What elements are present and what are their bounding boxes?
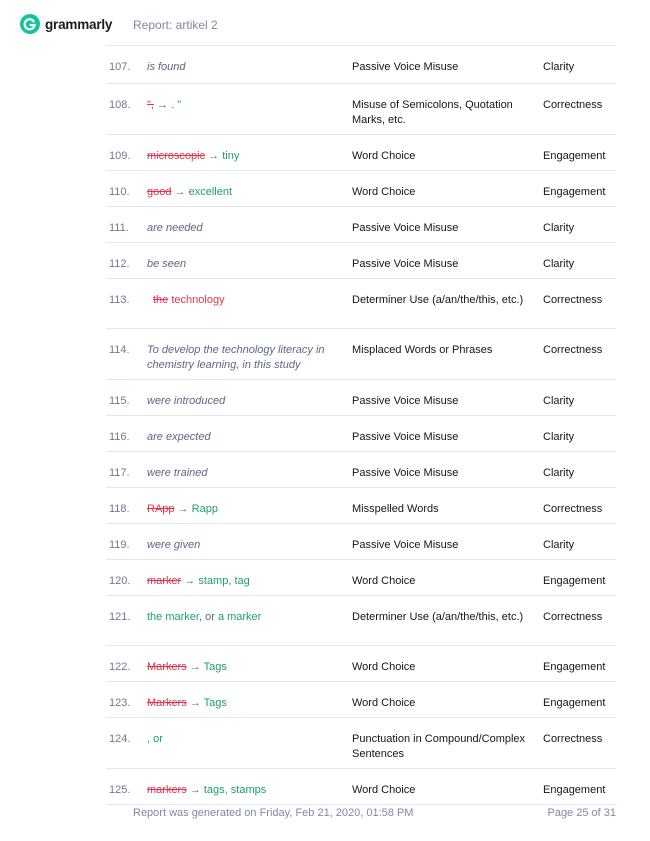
row-number: 111.: [109, 222, 129, 234]
flagged-phrase: [147, 221, 337, 236]
grammarly-logo-icon: [20, 14, 40, 34]
flagged-phrase: [147, 502, 337, 517]
table-row: [106, 682, 616, 718]
issue-type: Word Choice: [352, 186, 416, 198]
inserted-text: Tags: [203, 661, 227, 673]
phrase-text: be seen: [147, 258, 187, 270]
flagged-phrase: [147, 98, 337, 113]
phrase-text: were introduced: [147, 395, 226, 407]
inserted-text: . ": [171, 99, 182, 111]
separator-text: ,: [228, 575, 232, 587]
row-number: 108.: [109, 99, 131, 111]
table-row: [106, 46, 616, 84]
issue-category: Correctness: [543, 294, 603, 306]
issue-type: Determiner Use (a/an/the/this, etc.): [352, 611, 524, 623]
brand-name: grammarly: [45, 16, 113, 32]
generated-timestamp: Report was generated on Friday, Feb 21, 2020, 01:58 PM: [133, 807, 414, 819]
row-number: 107.: [109, 61, 131, 73]
issue-category: Clarity: [543, 61, 575, 73]
table-row: [106, 329, 616, 380]
phrase-text: were trained: [147, 467, 208, 479]
deleted-text: markers: [147, 784, 187, 796]
issue-category: Correctness: [543, 611, 603, 623]
table-row: [106, 135, 616, 171]
issue-category: Clarity: [543, 467, 575, 479]
issue-type: Misplaced Words or Phrases: [352, 344, 493, 356]
issue-category: Correctness: [543, 344, 603, 356]
row-number: 113.: [109, 294, 130, 306]
row-number: 122.: [109, 661, 131, 673]
row-number: 125.: [109, 784, 131, 796]
issue-type: Word Choice: [352, 150, 416, 162]
row-number: 123.: [109, 697, 131, 709]
arrow-icon: →: [177, 503, 189, 515]
flagged-phrase: [147, 574, 337, 589]
flagged-phrase: [147, 149, 337, 164]
flagged-phrase: [147, 394, 337, 409]
issue-category: Engagement: [543, 575, 606, 587]
phrase-text: are needed: [147, 222, 203, 234]
page-number: Page 25 of 31: [547, 807, 616, 819]
table-row: [106, 769, 616, 805]
issue-category: Engagement: [543, 661, 606, 673]
remaining-text: technology: [171, 294, 225, 306]
separator-text: , or: [198, 611, 215, 623]
issue-type: Passive Voice Misuse: [352, 61, 459, 73]
deleted-text: ",: [147, 99, 154, 111]
row-number: 110.: [109, 186, 130, 198]
issue-category: Engagement: [543, 150, 606, 162]
separator-text: ,: [224, 784, 228, 796]
flagged-phrase: [147, 60, 337, 75]
row-number: 112.: [109, 258, 130, 270]
arrow-icon: →: [184, 575, 196, 587]
issue-category: Correctness: [543, 503, 603, 515]
issue-type: Misuse of Semicolons, Quotation Marks, etc.: [352, 99, 513, 126]
flagged-phrase: [147, 430, 337, 445]
issue-type: Word Choice: [352, 661, 416, 673]
phrase-text: is found: [147, 61, 186, 73]
flagged-phrase: [147, 343, 337, 373]
flagged-phrase: [147, 257, 337, 272]
inserted-text: Rapp: [191, 503, 218, 515]
deleted-text: good: [147, 186, 172, 198]
table-row: [106, 243, 616, 279]
inserted-text: , or: [147, 733, 163, 745]
row-number: 114.: [109, 344, 130, 356]
flagged-phrase: [147, 538, 337, 553]
issue-category: Engagement: [543, 186, 606, 198]
issue-category: Clarity: [543, 431, 575, 443]
inserted-text-alt: a marker: [217, 611, 262, 623]
deleted-text: microscopic: [147, 150, 206, 162]
row-number: 117.: [109, 467, 130, 479]
inserted-text: tiny: [222, 150, 240, 162]
row-number: 118.: [109, 503, 130, 515]
table-row: [106, 380, 616, 416]
table-row: [106, 171, 616, 207]
inserted-text: the marker: [147, 611, 199, 623]
issue-category: Engagement: [543, 697, 606, 709]
phrase-text: were given: [147, 539, 201, 551]
issue-category: Engagement: [543, 784, 606, 796]
table-row: [106, 646, 616, 682]
flagged-phrase: [147, 783, 337, 798]
issue-type: Passive Voice Misuse: [352, 467, 459, 479]
phrase-text: To develop the technology literacy in chemistry learning, in this study: [147, 344, 325, 371]
table-row: [106, 718, 616, 769]
row-number: 109.: [109, 150, 131, 162]
table-row: [106, 452, 616, 488]
flagged-phrase: [147, 293, 343, 308]
issue-type: Determiner Use (a/an/the/this, etc.): [352, 294, 524, 306]
inserted-text: stamp: [198, 575, 229, 587]
flagged-phrase: [147, 732, 337, 747]
flagged-phrase: [147, 660, 337, 675]
arrow-icon: →: [208, 150, 220, 162]
inserted-text-alt: tag: [234, 575, 250, 587]
issue-category: Clarity: [543, 395, 575, 407]
deleted-text: RApp: [147, 503, 175, 515]
report-header: [20, 14, 630, 38]
table-row: [106, 279, 616, 329]
table-row: [106, 416, 616, 452]
flagged-phrase: [147, 610, 337, 625]
arrow-icon: →: [189, 661, 201, 673]
suggestions-table: [106, 45, 616, 805]
flagged-phrase: [147, 696, 337, 711]
table-row: [106, 596, 616, 646]
issue-category: Correctness: [543, 99, 603, 111]
arrow-icon: →: [174, 186, 186, 198]
deleted-text: Markers: [147, 661, 187, 673]
issue-type: Misspelled Words: [352, 503, 439, 515]
arrow-icon: →: [189, 697, 201, 709]
flagged-phrase: [147, 466, 337, 481]
inserted-text: Tags: [203, 697, 227, 709]
deleted-text: the: [153, 294, 169, 306]
inserted-text: excellent: [188, 186, 233, 198]
issue-type: Word Choice: [352, 784, 416, 796]
issue-category: Clarity: [543, 222, 575, 234]
table-row: [106, 207, 616, 243]
issue-type: Punctuation in Compound/Complex Sentences: [352, 733, 526, 760]
issue-type: Word Choice: [352, 697, 416, 709]
row-number: 120.: [109, 575, 131, 587]
issue-type: Passive Voice Misuse: [352, 539, 459, 551]
arrow-icon: →: [189, 784, 201, 796]
issue-type: Passive Voice Misuse: [352, 258, 459, 270]
row-number: 121.: [109, 611, 131, 623]
issue-type: Word Choice: [352, 575, 416, 587]
inserted-text: tags: [203, 784, 225, 796]
row-number: 115.: [109, 395, 130, 407]
row-number: 119.: [109, 539, 130, 551]
report-title: Report: artikel 2: [133, 18, 218, 32]
row-number: 124.: [109, 733, 131, 745]
row-number: 116.: [109, 431, 130, 443]
issue-type: Passive Voice Misuse: [352, 431, 459, 443]
inserted-text-alt: stamps: [230, 784, 267, 796]
deleted-text: Markers: [147, 697, 187, 709]
brand-logo: [20, 14, 112, 34]
issue-category: Correctness: [543, 733, 603, 745]
phrase-text: are expected: [147, 431, 211, 443]
deleted-text: marker: [147, 575, 182, 587]
arrow-icon: →: [157, 99, 169, 111]
issue-category: Clarity: [543, 258, 575, 270]
issue-type: Passive Voice Misuse: [352, 395, 459, 407]
issue-category: Clarity: [543, 539, 575, 551]
table-row: [106, 488, 616, 524]
table-row: [106, 560, 616, 596]
issue-type: Passive Voice Misuse: [352, 222, 459, 234]
flagged-phrase: [147, 185, 337, 200]
table-row: [106, 84, 616, 135]
table-row: [106, 524, 616, 560]
